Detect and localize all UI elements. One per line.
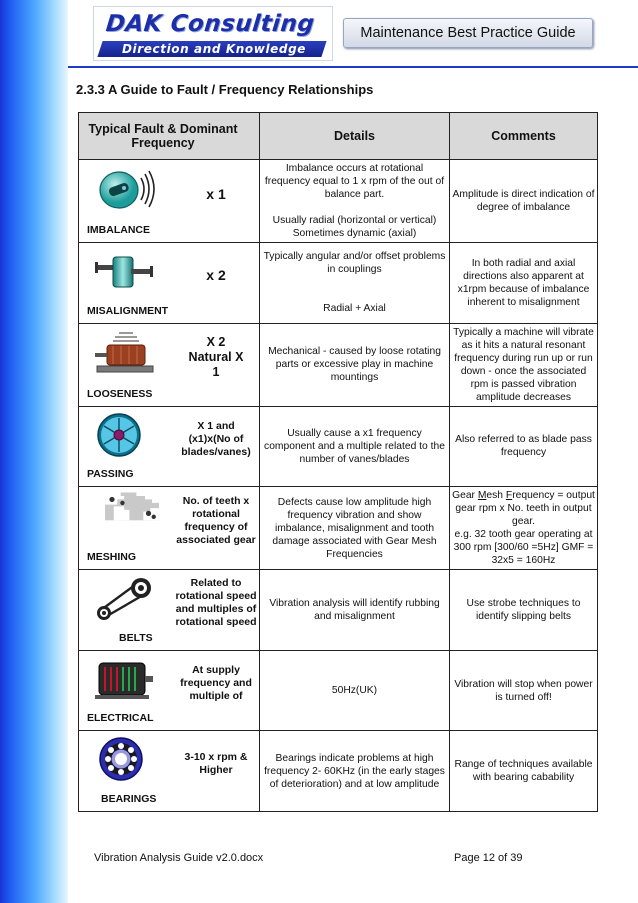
fault-name: MESHING	[87, 551, 137, 564]
comments-cell: Vibration will stop when power is turned off!	[450, 650, 598, 731]
looseness-icon	[93, 330, 155, 376]
gear-formula: requency = output gear rpm x No. teeth in output gear. e.g. 32 tooth gear operating at 300 rpm [300/60 =5Hz] GMF = 32x5 = 160Hz	[453, 490, 595, 567]
fault-frequency-table	[78, 112, 598, 812]
table-header-row	[79, 113, 598, 160]
comments-cell: Range of techniques available with bearing cabability	[450, 731, 598, 812]
fault-name: MISALIGNMENT	[87, 304, 169, 317]
header-details: Details	[260, 113, 450, 160]
gear-f-underlined: F	[505, 490, 513, 502]
imbalance-icon	[93, 166, 155, 212]
fault-cell	[79, 650, 260, 731]
header-fault: Typical Fault & Dominant Frequency	[79, 113, 260, 160]
comments-cell: Amplitude is direct indication of degree of imbalance	[450, 160, 598, 243]
fault-name: BEARINGS	[101, 792, 157, 805]
fault-cell	[79, 570, 260, 651]
guide-title: Maintenance Best Practice Guide	[343, 18, 593, 48]
dominant-frequency: x 1	[206, 185, 226, 202]
logo-title: DAK Consulting	[104, 11, 316, 37]
footer-filename: Vibration Analysis Guide v2.0.docx	[94, 852, 264, 864]
details-cell: Vibration analysis will identify rubbing and misalignment	[260, 570, 450, 651]
dominant-frequency: 3-10 x rpm & Higher	[184, 750, 248, 777]
document-page	[68, 0, 638, 903]
table-row	[79, 650, 598, 731]
details-cell: Bearings indicate problems at high frequency 2- 60KHz (in the early stages of deterioration) and at low amplitude	[260, 731, 450, 812]
fault-cell	[79, 406, 260, 487]
fault-cell	[79, 160, 260, 243]
table-row	[79, 160, 598, 243]
fault-cell	[79, 731, 260, 812]
comments-cell	[450, 487, 598, 570]
fault-name: IMBALANCE	[87, 224, 150, 236]
table-row	[79, 323, 598, 406]
dominant-frequency: X 2 Natural X 1	[188, 335, 244, 380]
details-cell: 50Hz(UK)	[260, 650, 450, 731]
footer-page-number: Page 12 of 39	[454, 852, 523, 864]
table-row	[79, 243, 598, 324]
gear-m-underlined: M	[477, 490, 487, 502]
table-row	[79, 731, 598, 812]
details-cell: Usually cause a x1 frequency component and a multiple related to the number of vanes/blades	[260, 406, 450, 487]
section-title: 2.3.3 A Guide to Fault / Frequency Relationships	[76, 82, 374, 97]
fault-name: ELECTRICAL	[87, 712, 154, 725]
dominant-frequency: x 2	[206, 267, 226, 284]
comments-cell: In both radial and axial directions also apparent at x1rpm because of imbalance inherent to misalignment	[450, 243, 598, 324]
table-row	[79, 406, 598, 487]
fault-name: LOOSENESS	[87, 387, 153, 400]
gear-abbrev: Gear	[452, 490, 478, 502]
gears-icon	[89, 489, 175, 529]
table-row	[79, 487, 598, 570]
motor-icon	[93, 657, 155, 703]
comments-cell: Also referred to as blade pass frequency	[450, 406, 598, 487]
dominant-frequency: No. of teeth x rotational frequency of associated gear	[176, 494, 256, 547]
fault-cell	[79, 323, 260, 406]
header-comments: Comments	[450, 113, 598, 160]
gear-abbrev: esh	[486, 490, 506, 502]
bearing-icon	[93, 737, 155, 783]
company-logo	[93, 6, 333, 61]
header-divider	[68, 66, 638, 68]
dominant-frequency: At supply frequency and multiple of	[180, 663, 252, 703]
dominant-frequency: Related to rotational speed and multiples of rotational speed	[175, 576, 257, 629]
details-cell: Defects cause low amplitude high frequency vibration and show imbalance, misalignment and tooth damage associated with Gear Mesh Frequencies	[260, 487, 450, 570]
details-cell: Typically angular and/or offset problems in couplings Radial + Axial	[260, 243, 450, 324]
comments-cell: Typically a machine will vibrate as it hits a natural resonant frequency during run up or run down - once the associated rpm is passed vibration amplitude decreases	[450, 323, 598, 406]
fan-icon	[93, 413, 155, 459]
fault-name: BELTS	[119, 631, 153, 644]
belt-drive-icon	[93, 576, 155, 622]
misalignment-icon	[93, 249, 155, 295]
details-cell: Imbalance occurs at rotational frequency equal to 1 x rpm of the out of balance part. Usually radial (horizontal or vertical) Sometimes dynamic (axial)	[260, 160, 450, 243]
fault-cell	[79, 243, 260, 324]
details-cell: Mechanical - caused by loose rotating parts or excessive play in machine mountings	[260, 323, 450, 406]
table-row	[79, 570, 598, 651]
fault-cell	[79, 487, 260, 570]
dominant-frequency: X 1 and (x1)x(No of blades/vanes)	[181, 419, 251, 458]
comments-cell: Use strobe techniques to identify slipping belts	[450, 570, 598, 651]
logo-tagline: Direction and Knowledge	[122, 42, 307, 56]
fault-name: PASSING	[87, 468, 134, 481]
